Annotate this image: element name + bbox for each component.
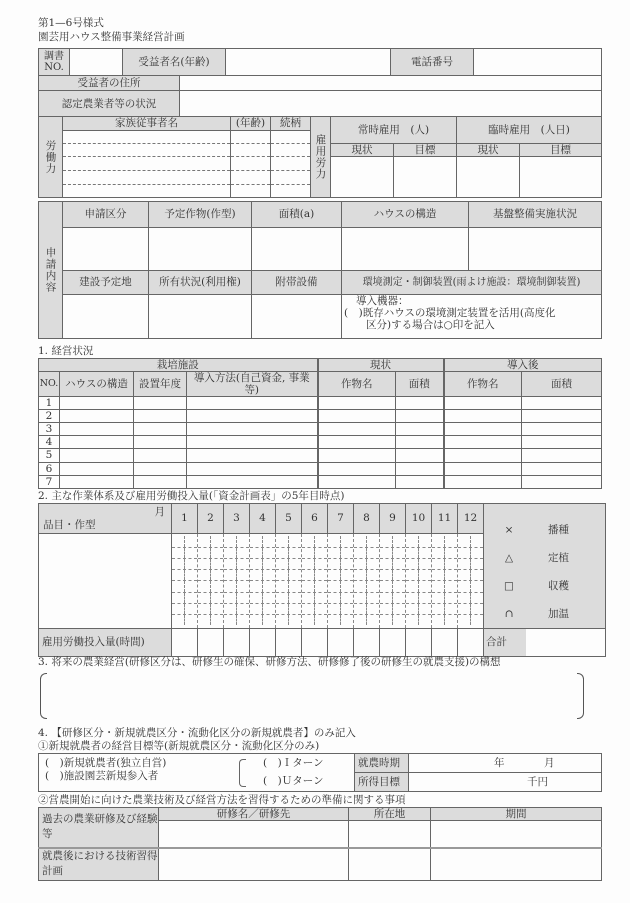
temporary-current-label: 現状 (457, 144, 520, 157)
form-title: 園芸用ハウス整備事業経営計画 (38, 31, 185, 43)
legend-symbol: ∩ (504, 607, 514, 620)
future-training-label: 就農後における技術習得計画 (39, 848, 159, 881)
ancillary-equipment-label: 附帯設備 (252, 271, 342, 295)
planned-crop-field[interactable] (149, 228, 252, 271)
ancillary-equipment-field[interactable] (252, 295, 342, 339)
family-worker-name-field[interactable] (63, 185, 231, 198)
temporary-target-field[interactable] (520, 157, 602, 198)
section1-cell[interactable] (396, 423, 444, 436)
table-row (39, 475, 602, 488)
house-structure-label: ハウスの構造 (342, 202, 469, 228)
env-control-field[interactable] (342, 295, 602, 339)
section1-column-header: 作物名 (444, 372, 522, 397)
legend-symbol: × (504, 523, 514, 536)
year-label: 年 (494, 757, 505, 769)
legend-symbol: △ (504, 551, 514, 564)
section1-cell[interactable] (318, 449, 396, 462)
section1-cell[interactable] (134, 423, 187, 436)
month-header: 8 (354, 504, 380, 534)
application-section-label: 申請内容 (39, 202, 63, 339)
section1-cell[interactable] (187, 462, 318, 475)
beneficiary-name-field[interactable] (226, 49, 391, 76)
existing-device-note-2: 区分)する場合は○印を記入 (366, 319, 495, 332)
survey-no-label: 調書 NO. (39, 49, 70, 76)
hired-hours-field[interactable] (302, 629, 328, 657)
form-number: 第1—6号様式 (38, 17, 104, 29)
certified-status-field[interactable] (180, 91, 601, 117)
hired-hours-field[interactable] (276, 629, 302, 657)
phone-label: 電話番号 (391, 49, 474, 76)
section1-cell[interactable] (396, 449, 444, 462)
family-worker-relation-field[interactable] (271, 185, 311, 198)
certified-status-label: 認定農業者等の状況 (39, 91, 180, 117)
construction-site-field[interactable] (63, 295, 149, 339)
hired-hours-field[interactable] (458, 629, 484, 657)
section1-cell[interactable] (134, 449, 187, 462)
permanent-current-label: 現状 (331, 144, 394, 157)
past-training-period-field[interactable] (431, 821, 602, 848)
labor-section-label: 労働力 (39, 117, 63, 198)
after-label: 導入後 (444, 359, 602, 372)
section1-cell[interactable] (318, 397, 396, 410)
family-worker-relation-field[interactable] (271, 144, 311, 157)
env-control-label: 環境測定・制御装置(雨よけ施設：環境制御装置) (342, 271, 602, 295)
section1-cell[interactable] (522, 449, 602, 462)
facility-label: 栽培施設 (39, 359, 318, 372)
month-schedule-cell[interactable] (224, 533, 250, 628)
infrastructure-status-field[interactable] (469, 228, 602, 271)
past-training-location-field[interactable] (349, 821, 431, 848)
section1-cell[interactable] (396, 397, 444, 410)
family-worker-name-field[interactable] (63, 157, 231, 171)
month-header: 5 (276, 504, 302, 534)
management-status-table (38, 358, 602, 489)
month-schedule-cell[interactable] (406, 533, 432, 628)
section1-cell[interactable] (60, 462, 134, 475)
future-training-location-field[interactable] (349, 848, 431, 881)
training-table (38, 807, 602, 881)
hired-hours-field[interactable] (172, 629, 198, 657)
option-u-turn[interactable]: ( )Ｕターン (263, 775, 324, 787)
section1-cell[interactable] (60, 436, 134, 449)
hired-hours-field[interactable] (354, 629, 380, 657)
month-header-label: 月 (154, 506, 165, 518)
legend-item (484, 600, 605, 628)
section1-cell[interactable] (444, 475, 522, 488)
row-number: 4 (39, 436, 60, 449)
survey-no-field[interactable] (70, 49, 123, 76)
family-worker-name-field[interactable] (63, 144, 231, 157)
family-worker-age-field[interactable] (231, 185, 271, 198)
area-field[interactable] (252, 228, 342, 271)
past-training-name-field[interactable] (159, 821, 349, 848)
section1-cell[interactable] (318, 423, 396, 436)
work-schedule-table (38, 503, 606, 657)
month-header: 2 (198, 504, 224, 534)
temporary-current-field[interactable] (457, 157, 520, 198)
section4-title: 4. 【研修区分・新規就農区分・流動化区分の新規就農者】のみ記入 (38, 727, 356, 739)
month-schedule-cell[interactable] (250, 533, 276, 628)
total-field[interactable] (526, 629, 605, 656)
legend-label: 収穫 (548, 579, 569, 592)
section1-cell[interactable] (60, 423, 134, 436)
future-plan-textarea[interactable] (40, 673, 584, 718)
month-schedule-cell[interactable] (198, 533, 224, 628)
month-header: 10 (406, 504, 432, 534)
temporary-target-label: 目標 (520, 144, 602, 157)
item-header-label: 品目・作型 (43, 518, 96, 531)
section1-cell[interactable] (187, 397, 318, 410)
section1-cell[interactable] (60, 449, 134, 462)
training-name-label: 研修名／研修先 (159, 808, 349, 821)
family-worker-age-field[interactable] (231, 171, 271, 185)
month-schedule-cell[interactable] (380, 533, 406, 628)
row-number: 6 (39, 462, 60, 475)
table-row (39, 410, 602, 423)
table-row (39, 423, 602, 436)
construction-site-label: 建設予定地 (63, 271, 149, 295)
phone-field[interactable] (474, 49, 602, 76)
month-header: 3 (224, 504, 250, 534)
month-schedule-cell[interactable] (328, 533, 354, 628)
month-schedule-cell[interactable] (458, 533, 484, 628)
month-schedule-cell[interactable] (302, 533, 328, 628)
section1-cell[interactable] (134, 397, 187, 410)
legend-label: 定植 (548, 551, 569, 564)
section1-cell[interactable] (318, 436, 396, 449)
left-bracket (40, 673, 47, 719)
section1-cell[interactable] (522, 462, 602, 475)
month-header: 11 (432, 504, 458, 534)
planned-crop-label: 予定作物(作型) (149, 202, 252, 228)
section2-title: 2. 主な作業体系及び雇用労働投入量(「資金計画表」の5年目時点) (38, 490, 345, 502)
item-field[interactable] (39, 533, 172, 628)
item-month-header (39, 504, 172, 534)
ownership-status-field[interactable] (149, 295, 252, 339)
row-number: 5 (39, 449, 60, 462)
age-label: (年齢) (231, 117, 271, 131)
table-row (39, 449, 602, 462)
row-number: 7 (39, 475, 60, 488)
section1-title: 1. 経営状況 (38, 345, 94, 357)
section1-cell[interactable] (187, 423, 318, 436)
section1-column-header: 面積 (396, 372, 444, 397)
current-label: 現状 (318, 359, 444, 372)
section1-cell[interactable] (396, 475, 444, 488)
section1-cell[interactable] (318, 410, 396, 423)
house-structure-field[interactable] (342, 228, 469, 271)
certified-status-row (39, 91, 602, 118)
address-label: 受益者の住所 (39, 76, 180, 90)
application-category-label: 申請区分 (63, 202, 149, 228)
month-schedule-cell[interactable] (354, 533, 380, 628)
start-time-field[interactable] (409, 754, 602, 773)
family-worker-age-field[interactable] (231, 131, 271, 144)
permanent-employment-label: 常時雇用 (人) (331, 117, 457, 144)
section1-cell[interactable] (444, 462, 522, 475)
section1-cell[interactable] (522, 397, 602, 410)
section1-column-header: 設置年度 (134, 372, 187, 397)
right-bracket (577, 673, 584, 719)
family-worker-relation-field[interactable] (271, 171, 311, 185)
income-target-label: 所得目標 (355, 773, 409, 792)
future-training-period-field[interactable] (431, 848, 602, 881)
family-worker-name-field[interactable] (63, 171, 231, 185)
legend (484, 504, 606, 629)
existing-device-note-1: ( )既存ハウスの環境測定装置を活用(高度化 (344, 307, 556, 320)
section1-cell[interactable] (187, 410, 318, 423)
period-label: 期間 (431, 808, 602, 821)
family-worker-name-field[interactable] (63, 131, 231, 144)
section1-cell[interactable] (60, 397, 134, 410)
hired-hours-field[interactable] (250, 629, 276, 657)
month-schedule-cell[interactable] (276, 533, 302, 628)
section1-column-header: 導入方法(自己資金, 事業等) (187, 372, 318, 397)
section1-cell[interactable] (522, 436, 602, 449)
section1-cell[interactable] (60, 475, 134, 488)
application-table (38, 201, 602, 339)
month-schedule-cell[interactable] (172, 533, 198, 628)
section1-cell[interactable] (396, 410, 444, 423)
section1-cell[interactable] (444, 423, 522, 436)
family-worker-label: 家族従事者名 (63, 117, 231, 131)
ownership-status-label: 所有状況(利用権) (149, 271, 252, 295)
section1-cell[interactable] (187, 436, 318, 449)
income-unit: 千円 (527, 776, 548, 788)
section1-cell[interactable] (134, 410, 187, 423)
income-target-field[interactable] (409, 773, 602, 792)
area-label: 面積(a) (252, 202, 342, 228)
month-header: 1 (172, 504, 198, 534)
table-row (39, 397, 602, 410)
month-header: 12 (458, 504, 484, 534)
section1-cell[interactable] (444, 436, 522, 449)
location-label: 所在地 (349, 808, 431, 821)
section1-cell[interactable] (444, 397, 522, 410)
beneficiary-name-label: 受益者名(年齢) (123, 49, 226, 76)
table-row (39, 436, 602, 449)
month-header: 7 (328, 504, 354, 534)
permanent-target-label: 目標 (394, 144, 457, 157)
section1-cell[interactable] (444, 410, 522, 423)
section1-cell[interactable] (187, 475, 318, 488)
address-row (39, 76, 602, 91)
section1-cell[interactable] (187, 449, 318, 462)
hired-hours-field[interactable] (380, 629, 406, 657)
section1-cell[interactable] (522, 410, 602, 423)
section1-cell[interactable] (134, 462, 187, 475)
table-row (39, 462, 602, 475)
brace-icon (239, 759, 246, 787)
family-worker-age-field[interactable] (231, 157, 271, 171)
month-schedule-cell[interactable] (432, 533, 458, 628)
section1-cell[interactable] (522, 423, 602, 436)
new-farmer-goals-table (38, 753, 602, 792)
hired-hours-label: 雇用労働投入量(時間) (39, 629, 172, 657)
hired-hours-field[interactable] (328, 629, 354, 657)
legend-symbol: □ (504, 579, 514, 592)
section1-column-header: NO. (39, 372, 60, 397)
month-header: 6 (302, 504, 328, 534)
legend-label: 播種 (548, 523, 569, 536)
header-table (38, 48, 602, 118)
address-field[interactable] (180, 76, 601, 90)
section1-column-header: 面積 (522, 372, 602, 397)
total-cell (484, 629, 606, 657)
row-number: 2 (39, 410, 60, 423)
month-header: 4 (250, 504, 276, 534)
hired-hours-field[interactable] (198, 629, 224, 657)
family-worker-age-field[interactable] (231, 144, 271, 157)
section4-sub2-title: ②営農開始に向けた農業技術及び経営方法を習得するための準備に関する事項 (38, 794, 406, 806)
month-header: 9 (380, 504, 406, 534)
past-training-label: 過去の農業研修及び経験等 (39, 808, 159, 848)
option-facility-entrant[interactable]: ( )施設園芸新規参入者 (45, 770, 159, 782)
hired-hours-field[interactable] (432, 629, 458, 657)
hired-hours-field[interactable] (224, 629, 250, 657)
legend-item (484, 572, 605, 600)
total-label: 合計 (484, 629, 526, 656)
section3-title: 3. 将来の農業経営(研修区分は、研修生の確保、研修方法、研修修了後の研修生の就農支援)の構想 (38, 656, 501, 668)
infrastructure-status-label: 基盤整備実施状況 (469, 202, 602, 228)
permanent-target-field[interactable] (394, 157, 457, 198)
family-worker-relation-field[interactable] (271, 157, 311, 171)
section1-column-header: ハウスの構造 (60, 372, 134, 397)
start-time-label: 就農時期 (355, 754, 409, 773)
section4-sub1-title: ①新規就農者の経営目標等(新規就農区分・流動化区分のみ) (38, 740, 320, 752)
section1-cell[interactable] (318, 462, 396, 475)
legend-item (484, 516, 605, 544)
section1-cell[interactable] (522, 475, 602, 488)
labor-table (38, 116, 602, 198)
section1-cell[interactable] (134, 436, 187, 449)
section1-column-header: 作物名 (318, 372, 396, 397)
section1-cell[interactable] (318, 475, 396, 488)
section1-cell[interactable] (396, 436, 444, 449)
temporary-employment-label: 臨時雇用 (人日) (457, 117, 602, 144)
equipment-label: 導入機器： (356, 295, 409, 307)
row-number: 3 (39, 423, 60, 436)
legend-label: 加温 (548, 607, 569, 620)
row-number: 1 (39, 397, 60, 410)
application-category-field[interactable] (63, 228, 149, 271)
option-independent[interactable]: ( )新規就農者(独立自営) (45, 757, 167, 769)
legend-item (484, 544, 605, 572)
section1-cell[interactable] (396, 462, 444, 475)
future-training-name-field[interactable] (159, 848, 349, 881)
hired-hours-field[interactable] (406, 629, 432, 657)
permanent-current-field[interactable] (331, 157, 394, 198)
section1-cell[interactable] (134, 475, 187, 488)
month-label: 月 (544, 757, 555, 769)
section1-cell[interactable] (444, 449, 522, 462)
section1-cell[interactable] (60, 410, 134, 423)
relation-label: 続柄 (271, 117, 311, 131)
hired-labor-label: 雇用労力 (311, 117, 331, 198)
family-worker-relation-field[interactable] (271, 131, 311, 144)
option-i-turn[interactable]: ( )Ｉターン (263, 757, 324, 769)
